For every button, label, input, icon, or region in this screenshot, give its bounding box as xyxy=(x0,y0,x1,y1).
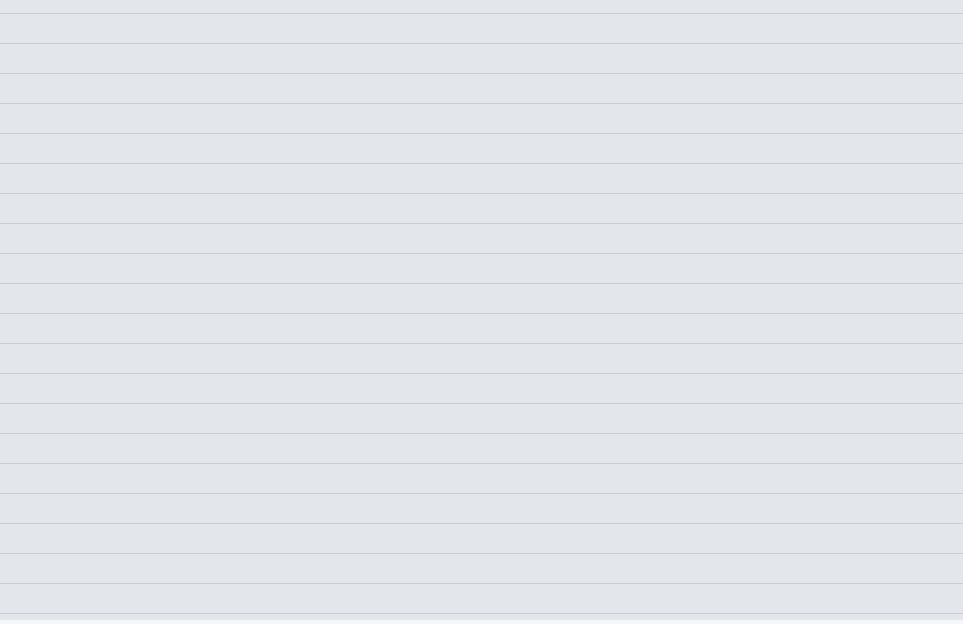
bottom-edge xyxy=(0,620,963,624)
